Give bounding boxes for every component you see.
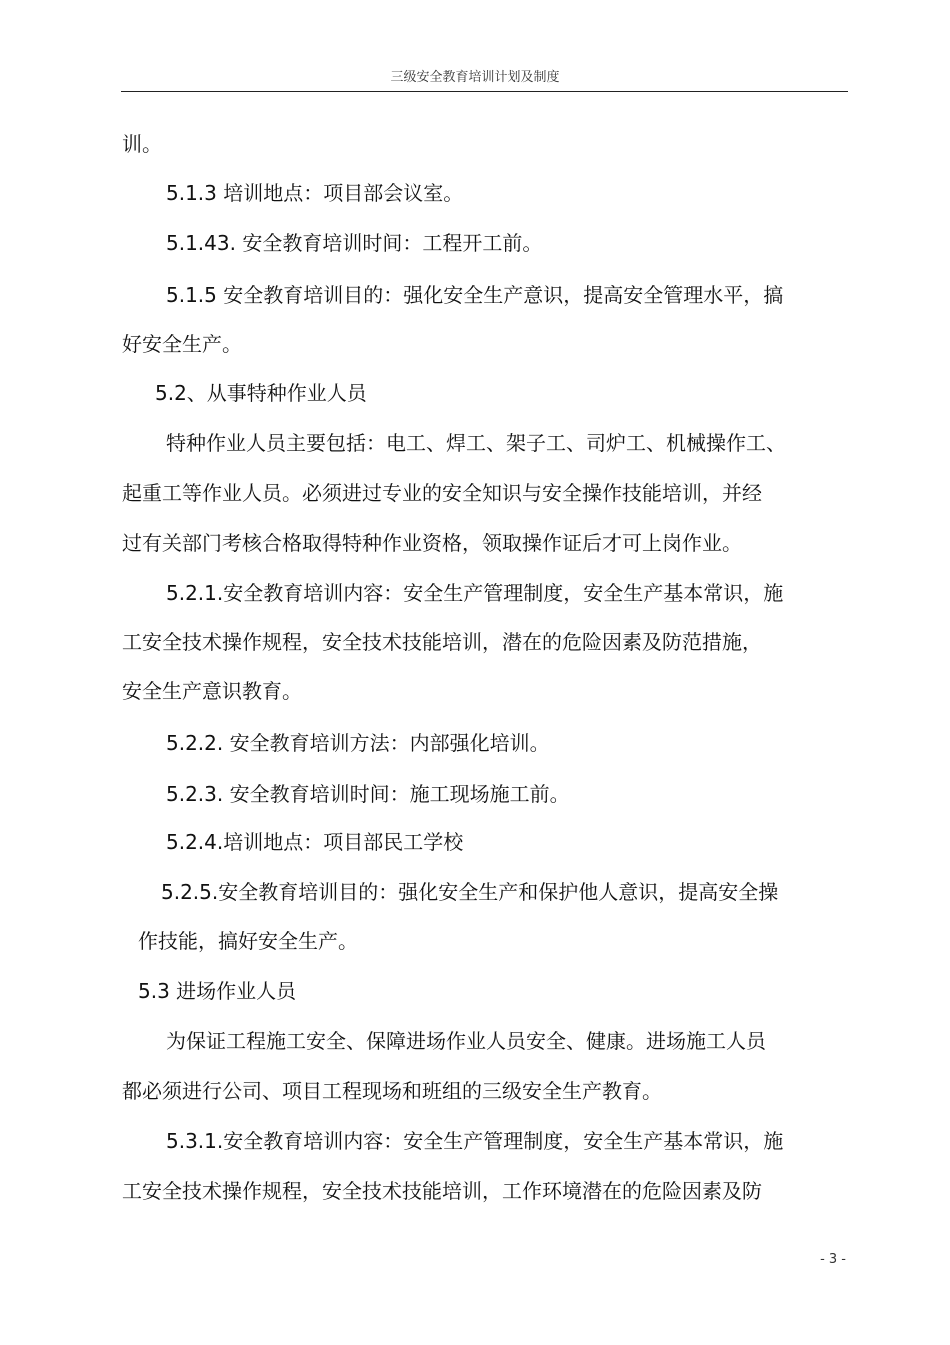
body-line: 5.2.2. 安全教育培训方法：内部强化培训。 <box>166 731 550 755</box>
body-line: 训。 <box>122 132 162 156</box>
body-line: 5.1.43. 安全教育培训时间：工程开工前。 <box>166 231 543 255</box>
body-line: 作技能，搞好安全生产。 <box>138 929 358 953</box>
body-line: 工安全技术操作规程，安全技术技能培训，潜在的危险因素及防范措施， <box>122 630 762 654</box>
body-line: 5.2.3. 安全教育培训时间：施工现场施工前。 <box>166 782 570 806</box>
body-line: 起重工等作业人员。必须进过专业的安全知识与安全操作技能培训，并经 <box>122 481 762 505</box>
body-line: 5.2.4.培训地点：项目部民工学校 <box>166 830 464 854</box>
section-heading: 5.3 进场作业人员 <box>138 979 297 1003</box>
page-header-title: 三级安全教育培训计划及制度 <box>390 70 560 85</box>
body-line: 5.2.1.安全教育培训内容：安全生产管理制度，安全生产基本常识，施 <box>166 581 784 605</box>
body-line: 好安全生产。 <box>122 332 242 356</box>
body-line: 5.3.1.安全教育培训内容：安全生产管理制度，安全生产基本常识，施 <box>166 1129 784 1153</box>
body-line: 5.1.3 培训地点：项目部会议室。 <box>166 181 464 205</box>
page-number: - 3 - <box>820 1252 846 1267</box>
section-heading: 5.2、从事特种作业人员 <box>155 381 367 405</box>
body-line: 特种作业人员主要包括：电工、焊工、架子工、司炉工、机械操作工、 <box>166 431 786 455</box>
body-line: 5.2.5.安全教育培训目的：强化安全生产和保护他人意识，提高安全操 <box>161 880 779 904</box>
body-line: 工安全技术操作规程，安全技术技能培训，工作环境潜在的危险因素及防 <box>122 1179 762 1203</box>
body-line: 为保证工程施工安全、保障进场作业人员安全、健康。进场施工人员 <box>166 1029 766 1053</box>
body-line: 5.1.5 安全教育培训目的：强化安全生产意识，提高安全管理水平，搞 <box>166 283 784 307</box>
header-divider <box>121 91 848 92</box>
body-line: 安全生产意识教育。 <box>122 679 302 703</box>
body-line: 过有关部门考核合格取得特种作业资格，领取操作证后才可上岗作业。 <box>122 531 742 555</box>
body-line: 都必须进行公司、项目工程现场和班组的三级安全生产教育。 <box>122 1079 662 1103</box>
